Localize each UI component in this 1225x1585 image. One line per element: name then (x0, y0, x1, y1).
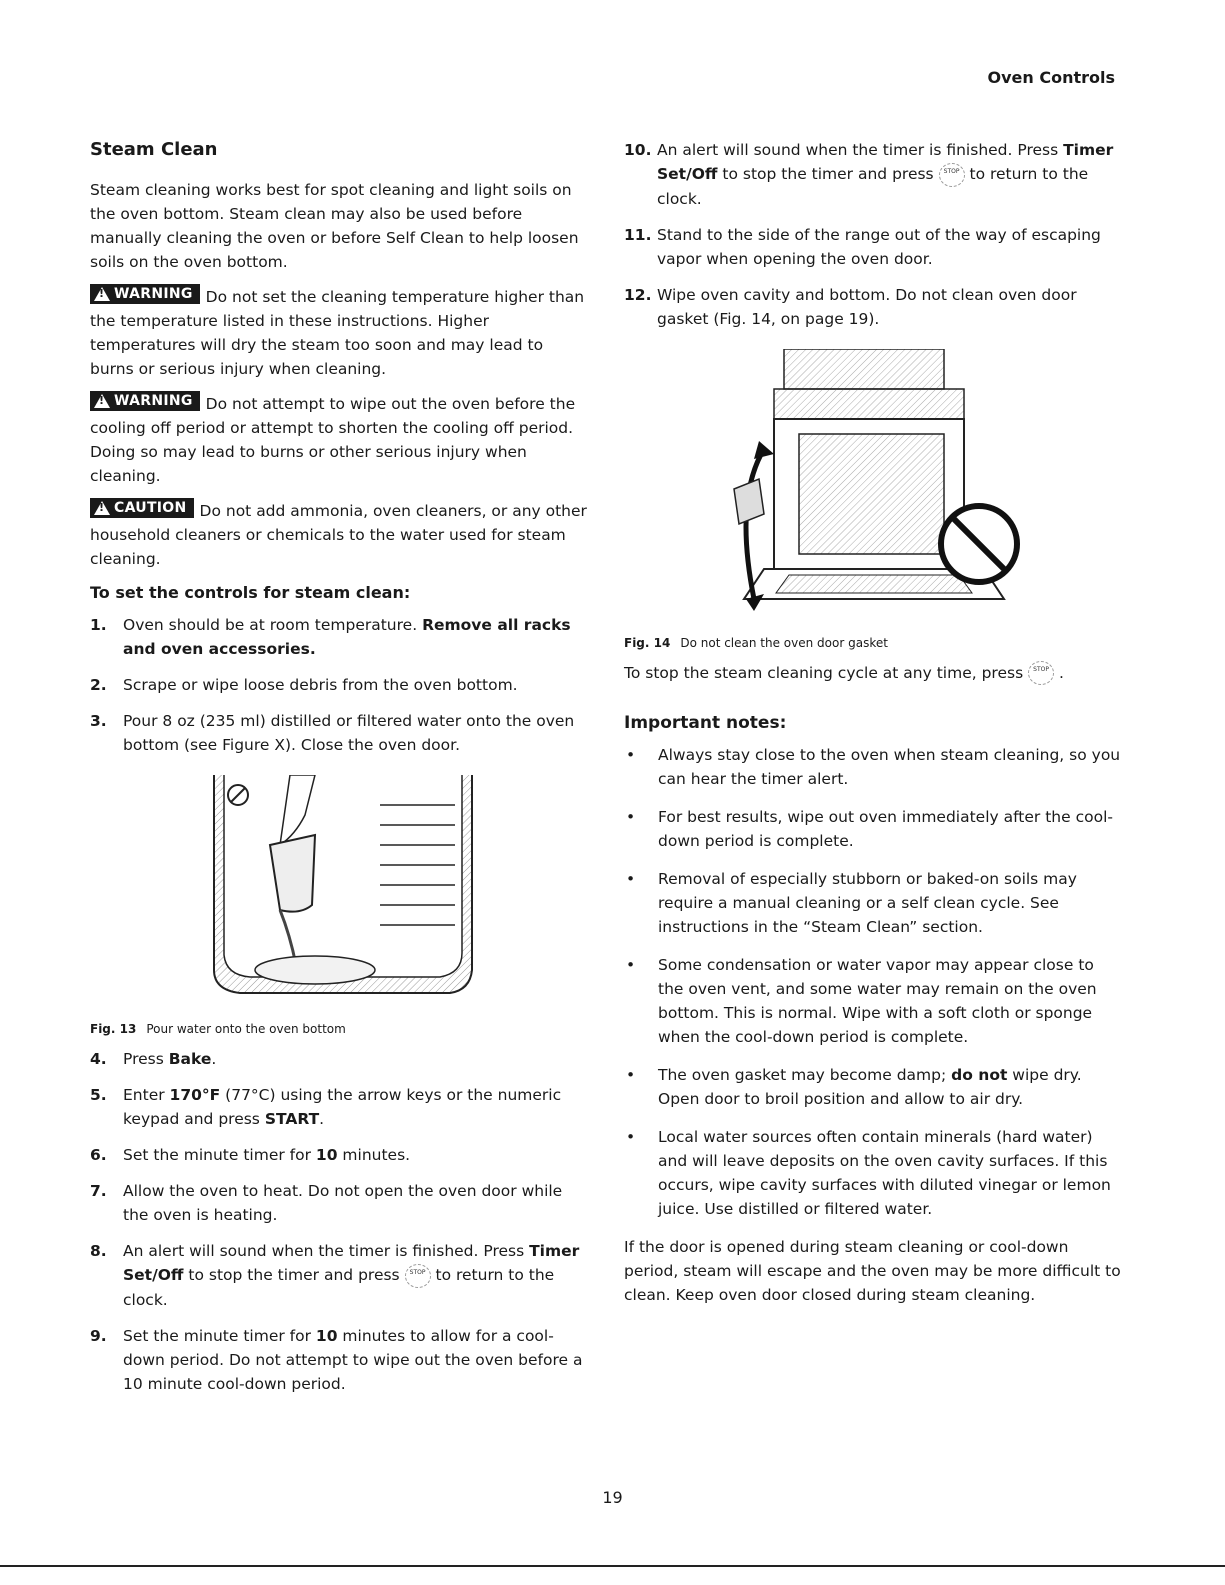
controls-subtitle: To set the controls for steam clean: (90, 583, 411, 602)
note-item: • For best results, wipe out oven immediately after the cool-down period is complete. (624, 805, 1124, 853)
right-column (624, 138, 1124, 1317)
alert-triangle-icon (94, 394, 110, 408)
pour-water-illustration (200, 775, 480, 1005)
step-item: 5. Enter 170°F (77°C) using the arrow keys or the numeric keypad and press START. (90, 1086, 562, 1128)
step-item: 1. Oven should be at room temperature. Remove all racks and oven accessories. (90, 616, 571, 658)
left-column (90, 138, 590, 1408)
steps-1-3 (90, 613, 590, 757)
figure-14 (624, 349, 1124, 619)
page-number: 19 (602, 1488, 623, 1507)
step-item: 11. Stand to the side of the range out of the way of escaping vapor when opening the oven door. (624, 225, 1101, 268)
stop-key-icon: STOP (1028, 661, 1054, 685)
step-item: 4. Press Bake. (90, 1050, 217, 1068)
step-item: 7. Allow the oven to heat. Do not open the oven door while the oven is heating. (90, 1182, 563, 1224)
section-header: Oven Controls (987, 68, 1115, 87)
warning-2: ! WARNING Do not attempt to wipe out the oven before the cooling off period or attempt to shorten the cooling off period. Doing so may lead to burns or other serious injury when cleaning. (90, 391, 590, 488)
warning-badge: ! WARNING (90, 284, 200, 304)
note-item: • Local water sources often contain minerals (hard water) and will leave deposits on the oven cavity surfaces. If this occurs, wipe cavity surfaces with diluted vinegar or lemon juice. Use distilled or filtered water. (624, 1125, 1124, 1221)
step-item: 12. Wipe oven cavity and bottom. Do not clean oven door gasket (Fig. 14, on page 19). (624, 285, 1077, 328)
steps-10-12 (624, 138, 1124, 331)
oven-door-gasket-illustration (714, 349, 1034, 619)
note-item: • Some condensation or water vapor may appear close to the oven vent, and some water may remain on the oven bottom. This is normal. Wipe with a soft cloth or sponge when the cool-down period is complete. (624, 953, 1124, 1049)
step-item: 8. An alert will sound when the timer is finished. Press Timer Set/Off to stop the timer and press STOP to return to the clock. (90, 1242, 580, 1309)
step-item: 2. Scrape or wipe loose debris from the oven bottom. (90, 676, 518, 694)
caution-badge: ! CAUTION (90, 498, 194, 518)
stop-instructions: To stop the steam cleaning cycle at any time, press STOP . (624, 661, 1124, 686)
caution: ! CAUTION Do not add ammonia, oven cleaners, or any other household cleaners or chemicals to the water used for steam cleaning. (90, 498, 590, 571)
alert-triangle-icon (94, 287, 110, 301)
step-item: 6. Set the minute timer for 10 minutes. (90, 1146, 411, 1164)
bottom-rule (0, 1565, 1225, 1585)
steps-4-9 (90, 1047, 590, 1396)
step-item: 10. An alert will sound when the timer is finished. Press Timer Set/Off to stop the timer and press STOP to return to the clock. (624, 141, 1114, 208)
closing-paragraph: If the door is opened during steam cleaning or cool-down period, steam will escape and the oven may be more difficult to clean. Keep oven door closed during steam cleaning. (624, 1238, 1121, 1304)
stop-key-icon: STOP (405, 1264, 431, 1288)
warning-1: ! WARNING Do not set the cleaning temperature higher than the temperature listed in these instructions. Higher temperatures will dry the steam too soon and may lead to burns or serious injury when cleaning. (90, 284, 590, 381)
figure-13 (90, 775, 590, 1005)
stop-key-icon: STOP (939, 163, 965, 187)
notes-list (624, 743, 1124, 1221)
alert-triangle-icon (94, 501, 110, 515)
step-item: 3. Pour 8 oz (235 ml) distilled or filtered water onto the oven bottom (see Figure X). Close the oven door. (90, 712, 575, 754)
fig14-caption: Fig. 14 Do not clean the oven door gasket (624, 635, 888, 650)
warning-badge: ! WARNING (90, 391, 200, 411)
notes-title: Important notes: (624, 713, 787, 733)
steam-clean-title: Steam Clean (90, 139, 218, 160)
note-item: • Removal of especially stubborn or baked-on soils may require a manual cleaning or a self clean cycle. See instructions in the “Steam Clean” section. (624, 867, 1124, 939)
note-item: • Always stay close to the oven when steam cleaning, so you can hear the timer alert. (624, 743, 1124, 791)
note-item: • The oven gasket may become damp; do not wipe dry. Open door to broil position and allow to air dry. (624, 1063, 1124, 1111)
intro-paragraph: Steam cleaning works best for spot cleaning and light soils on the oven bottom. Steam clean may also be used before manually cleaning the oven or before Self Clean to help loosen soils on the oven bottom. (90, 181, 579, 271)
fig13-caption: Fig. 13 Pour water onto the oven bottom (90, 1022, 346, 1036)
step-item: 9. Set the minute timer for 10 minutes to allow for a cool-down period. Do not attempt to wipe out the oven before a 10 minute cool-down period. (90, 1326, 583, 1393)
